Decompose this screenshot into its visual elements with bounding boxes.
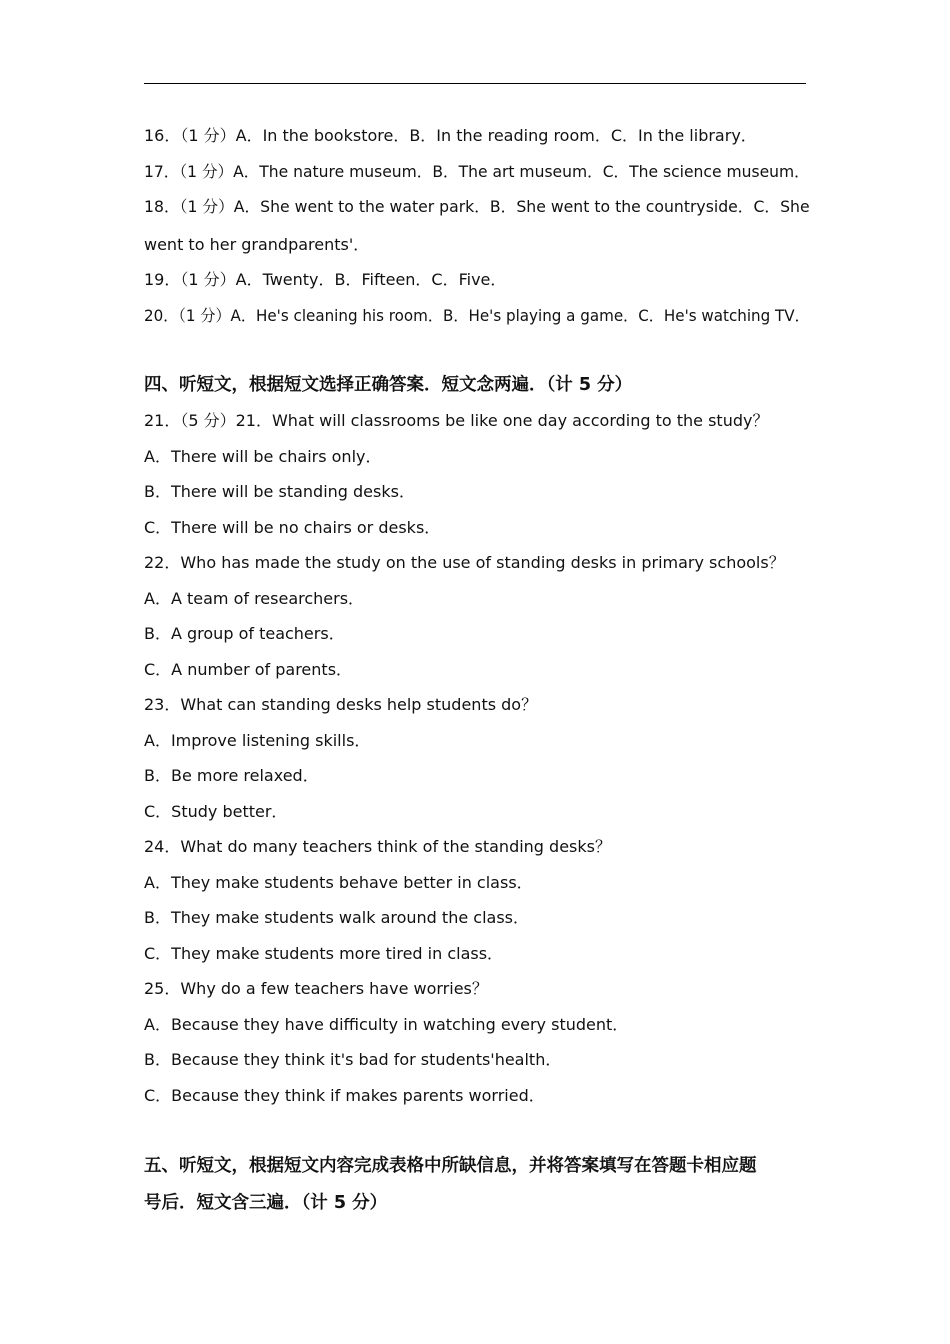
option-25-a: A．Because they have difficulty in watching every student． <box>144 1015 629 1034</box>
question-18: 18．（1 分）A．She went to the water park．B．She went to the countryside．C．She <box>144 197 810 216</box>
option-25-c: C．Because they think if makes parents worried． <box>144 1086 545 1105</box>
option-22-c: C．A number of parents． <box>144 660 353 679</box>
option-22-b: B．A group of teachers． <box>144 624 345 643</box>
question-16: 16．（1 分）A．In the bookstore．B．In the reading room．C．In the library． <box>144 126 757 145</box>
question-19: 19．（1 分）A．Twenty．B．Fifteen．C．Five． <box>144 270 507 289</box>
option-23-b: B．Be more relaxed． <box>144 766 319 785</box>
option-24-b: B．They make students walk around the class． <box>144 908 529 927</box>
option-22-a: A．A team of researchers． <box>144 589 365 608</box>
section-5-heading-line-2: 号后．短文含三遍．（计 5 分） <box>144 1193 388 1213</box>
question-20: 20．（1 分）A．He's cleaning his room．B．He's playing a game．C．He's watching TV． <box>144 306 810 325</box>
option-21-a: A．There will be chairs only． <box>144 447 382 466</box>
question-22: 22．Who has made the study on the use of standing desks in primary schools？ <box>144 553 785 572</box>
question-18-continued: went to her grandparents'． <box>144 235 370 254</box>
question-17: 17．（1 分）A．The nature museum．B．The art museum．C．The science museum． <box>144 162 810 181</box>
option-23-a: A．Improve listening skills． <box>144 731 371 750</box>
header-rule <box>144 83 806 84</box>
section-4-heading: 四、听短文，根据短文选择正确答案．短文念两遍．（计 5 分） <box>144 375 633 395</box>
question-21: 21．（5 分）21．What will classrooms be like one day according to the study？ <box>144 411 769 430</box>
question-25: 25．Why do a few teachers have worries？ <box>144 979 488 998</box>
option-21-b: B．There will be standing desks． <box>144 482 415 501</box>
option-23-c: C．Study better． <box>144 802 288 821</box>
option-24-c: C．They make students more tired in class． <box>144 944 504 963</box>
option-24-a: A．They make students behave better in class． <box>144 873 533 892</box>
option-25-b: B．Because they think it's bad for students'health． <box>144 1050 562 1069</box>
question-24: 24．What do many teachers think of the standing desks？ <box>144 837 611 856</box>
option-21-c: C．There will be no chairs or desks． <box>144 518 441 537</box>
section-5-heading-line-1: 五、听短文，根据短文内容完成表格中所缺信息，并将答案填写在答题卡相应题 <box>144 1156 757 1176</box>
question-23: 23．What can standing desks help students do？ <box>144 695 538 714</box>
